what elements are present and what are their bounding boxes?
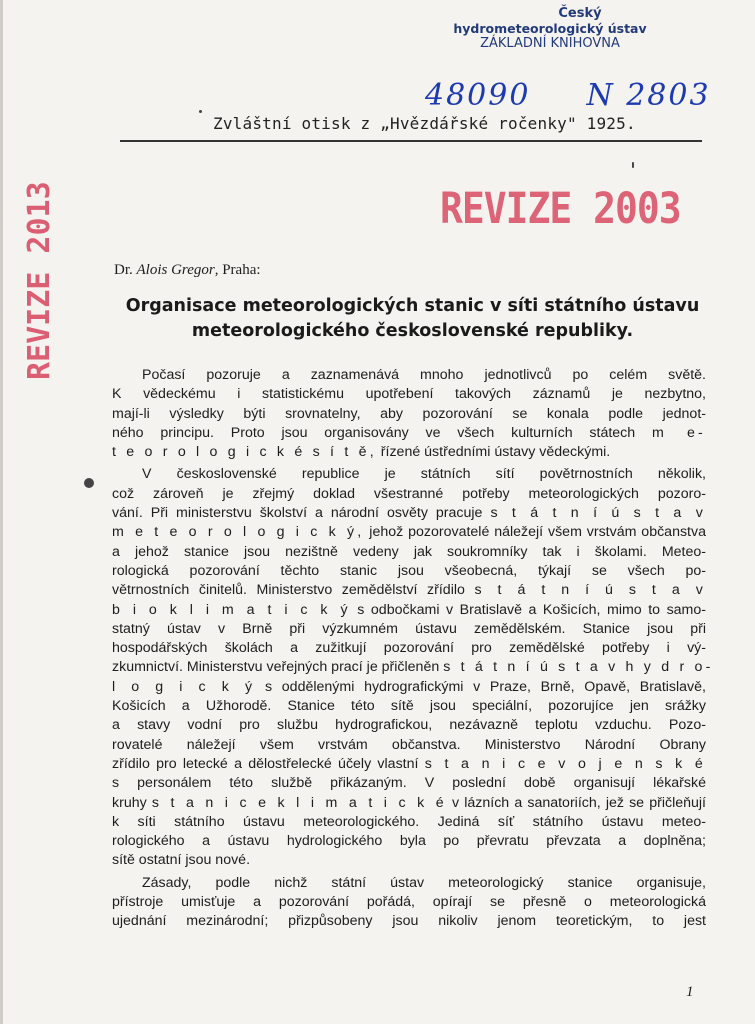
page-number: 1 (686, 984, 694, 1000)
offprint-note: Zvláštní otisk z „Hvězdářské ročenky" 1925. (213, 114, 636, 133)
spaced-term: s t á t n í ú s t a v h y d r o- (443, 659, 714, 676)
text-line: ujednání mezinárodní; přizpůsobeny jsou nikoliv jenom teoretickým, to jest (112, 913, 706, 930)
text-line: Počasí pozoruje a zaznamenává mnoho jednotlivců po celém světě. (142, 367, 706, 383)
text-line: a stavy vodní pro službu hydrografickou, nezávazně teplotu vzduchu. Pozo- (112, 717, 706, 734)
text-line (112, 601, 706, 620)
revize-stamp-2013: REVIZE 2013 (22, 181, 57, 380)
handwritten-catalog-note (425, 78, 711, 113)
text-line: rologická pozorování těchto stanic jsou všeobecná, týkají se všech po- (112, 562, 706, 579)
text-line: sítě ostatní jsou nové. (112, 852, 251, 869)
text-line: rologického a ústavu hydrologického byla po převratu převzata a doplněna; (112, 833, 706, 850)
handwritten-number: 48090 (425, 78, 531, 113)
ink-speck (199, 110, 202, 113)
spaced-term: s t a n i c e k l i m a t i c k é (151, 794, 447, 811)
spaced-term: b i o k l i m a t i c k ý (112, 601, 351, 618)
text-line: Košicích a Užhorodě. Stanice této sítě jsou speciální, pozorujíce jen srážky (112, 698, 706, 715)
spaced-term: m e t e o r o l o g i c k ý, (112, 524, 365, 541)
title-line-1: Organisace meteorologických stanic v síti státního ústavu (125, 296, 700, 316)
text-line (112, 424, 706, 443)
text-line (112, 658, 714, 677)
text-line: Zásady, podle nichž státní ústav meteorologický stanice organisuje, (142, 874, 706, 891)
text-segment: ného principu. Proto jsou organisovány ve všech kulturních státech (112, 424, 636, 441)
text-segment: v lázních a sanatoriích, jež se přičleňují (452, 794, 706, 811)
ink-speck (84, 478, 94, 488)
stamp-line-3: ZÁKLADNÍ KNIHOVNA (480, 36, 620, 51)
ink-speck (632, 162, 634, 168)
spaced-term: t e o r o l o g i c k é s í t ě, (112, 444, 377, 461)
revize-stamp-2003: REVIZE 2003 (440, 184, 681, 234)
author-line (114, 262, 261, 279)
spaced-term: l o g i c k ý (112, 678, 256, 695)
text-segment: vání. Při ministerstvu školství a národní osvěty pracuje (112, 505, 483, 522)
author-name: Alois Gregor (136, 262, 215, 278)
text-line: rovatelé náležejí všem vrstvám občanstva. Ministerstvo Národní Obrany (112, 736, 706, 753)
text-segment: zkumnictví. Ministerstvu veřejných prací je přičleněn (112, 659, 440, 676)
article-body (112, 366, 714, 932)
text-line (112, 443, 706, 462)
text-line (112, 504, 706, 523)
text-line (112, 755, 706, 774)
stamp-line-1: Český (558, 6, 602, 21)
text-segment: kruhy (112, 794, 147, 811)
text-segment: s odbočkami v Bratislavě a Košicích, mimo to samo- (357, 601, 706, 618)
text-line (112, 581, 706, 600)
spaced-term: m e- (651, 424, 706, 441)
author-suffix: , Praha: (214, 262, 261, 278)
title-line-2: meteorologického československé republiky. (191, 321, 634, 341)
text-line: což zároveň je zřejmý doklad všestranné potřeby meteorologických pozoro- (112, 485, 706, 502)
text-line: k síti státního ústavu meteorologického. Jediná síť státního ústavu meteo- (112, 813, 706, 830)
text-line: přístroje umisťuje a pozorování pořádá, opírají se přesně o meteorologická (112, 894, 706, 911)
text-line (112, 678, 706, 697)
text-line: statný ústav v Brně při výzkumném ústavu zemědělském. Stanice jsou při (112, 620, 706, 637)
text-segment: větrnostních činitelů. Ministerstvo zemědělství zřídilo (112, 582, 465, 599)
paragraph-1 (112, 366, 706, 462)
spaced-term: s t a n i c e v o j e n s k é (424, 755, 706, 772)
text-segment: zřídilo pro letecké a dělostřelecké účely vlastní (112, 755, 419, 772)
header-rule (120, 140, 702, 142)
paragraph-3 (112, 874, 706, 932)
text-line (112, 523, 706, 542)
text-line: V československé republice je státních sítí povětrnostních několik, (142, 466, 706, 483)
spaced-term: s t á t n í ú s t a v (474, 582, 706, 599)
text-line: s personálem této službě přikázaným. V poslední době organisují lékařské (112, 775, 706, 792)
stamp-line-2: hydrometeorologický ústav (453, 21, 647, 36)
text-line (112, 794, 706, 813)
text-line: hospodářských školách a zužitkují pozorování pro zemědělské potřeby i vý- (112, 640, 706, 657)
text-line: K vědeckému i statistickému upotřebení takových záznamů je nezbytno, (112, 386, 706, 403)
text-segment: s oddělenými hydrografickými v Praze, Brně, Opavě, Bratislavě, (264, 678, 706, 695)
text-segment: jehož pozorovatelé náležejí všem vrstvám občanstva (369, 524, 706, 541)
article-title (110, 294, 715, 344)
author-prefix: Dr. (114, 262, 133, 278)
text-line: a jehož stanice jsou nezištně vedeny jak soukromníky tak i školami. Meteo- (112, 543, 706, 560)
text-line: mají-li výsledky býti srovnatelny, aby pozorování se konala podle jednot- (112, 405, 706, 422)
library-stamp (440, 6, 660, 51)
scan-edge (0, 0, 3, 1024)
text-segment: řízené ústředními ústavy vědeckými. (380, 444, 611, 461)
handwritten-code: N 2803 (586, 78, 711, 113)
paragraph-2 (112, 465, 714, 870)
spaced-term: s t á t n í ú s t a v (490, 505, 706, 522)
